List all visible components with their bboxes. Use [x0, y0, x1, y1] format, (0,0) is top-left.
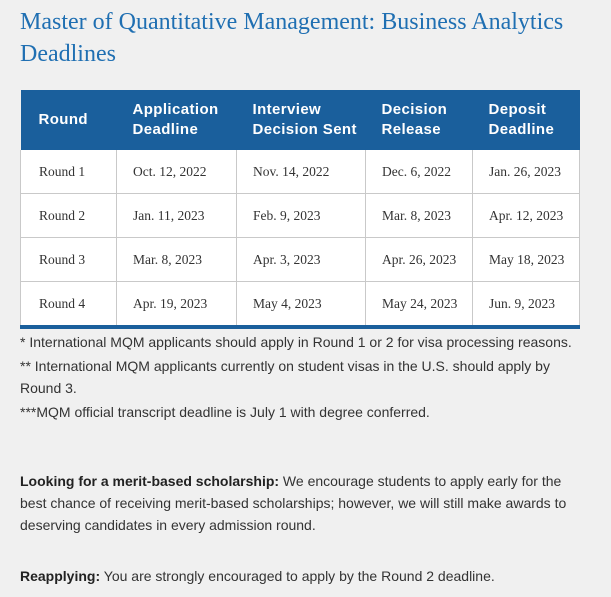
table-cell: May 4, 2023 [237, 282, 366, 328]
table-row [21, 150, 580, 194]
table-cell: Mar. 8, 2023 [366, 194, 473, 238]
table-cell: Round 3 [21, 238, 117, 282]
header-interview-decision-sent: Interview Decision Sent [237, 90, 366, 150]
header-decision-release: Decision Release [366, 90, 473, 150]
reapplying-text: You are strongly encouraged to apply by the Round 2 deadline. [100, 568, 495, 584]
table-row [21, 238, 580, 282]
deadlines-table [20, 90, 580, 329]
merit-scholarship-label: Looking for a merit-based scholarship: [20, 473, 280, 489]
table-cell: Dec. 6, 2022 [366, 150, 473, 194]
table-cell: Mar. 8, 2023 [117, 238, 237, 282]
table-cell: Jun. 9, 2023 [473, 282, 580, 328]
footnote-transcript: ***MQM official transcript deadline is July 1 with degree conferred. [20, 404, 430, 420]
table-cell: Apr. 19, 2023 [117, 282, 237, 328]
table-cell: Nov. 14, 2022 [237, 150, 366, 194]
table-cell: Round 4 [21, 282, 117, 328]
table-cell: Round 2 [21, 194, 117, 238]
table-cell: Apr. 3, 2023 [237, 238, 366, 282]
table-row [21, 194, 580, 238]
table-cell: May 18, 2023 [473, 238, 580, 282]
header-deposit-deadline: Deposit Deadline [473, 90, 580, 150]
merit-scholarship-paragraph [20, 470, 588, 536]
footnote-student-visas: ** International MQM applicants currently on student visas in the U.S. should apply by Round 3. [20, 358, 550, 396]
table-row [21, 282, 580, 328]
table-cell: Round 1 [21, 150, 117, 194]
table-cell: Apr. 12, 2023 [473, 194, 580, 238]
merit-scholarship-text: We encourage students to apply early for the best chance of receiving merit-based scholarships; however, we will still make awards to deserving candidates in every admission round. [20, 473, 567, 533]
header-application-deadline: Application Deadline [117, 90, 237, 150]
table-cell: Apr. 26, 2023 [366, 238, 473, 282]
table-cell: May 24, 2023 [366, 282, 473, 328]
reapplying-paragraph [20, 565, 588, 587]
reapplying-label: Reapplying: [20, 568, 101, 584]
table-cell: Jan. 11, 2023 [117, 194, 237, 238]
table-cell: Oct. 12, 2022 [117, 150, 237, 194]
table-cell: Jan. 26, 2023 [473, 150, 580, 194]
table-header-row [21, 90, 580, 150]
footnote-visa-rounds: * International MQM applicants should apply in Round 1 or 2 for visa processing reasons. [20, 334, 572, 350]
table-cell: Feb. 9, 2023 [237, 194, 366, 238]
page-title: Master of Quantitative Management: Business Analytics Deadlines [20, 9, 564, 67]
header-round: Round [21, 90, 117, 150]
footnotes [20, 331, 595, 423]
